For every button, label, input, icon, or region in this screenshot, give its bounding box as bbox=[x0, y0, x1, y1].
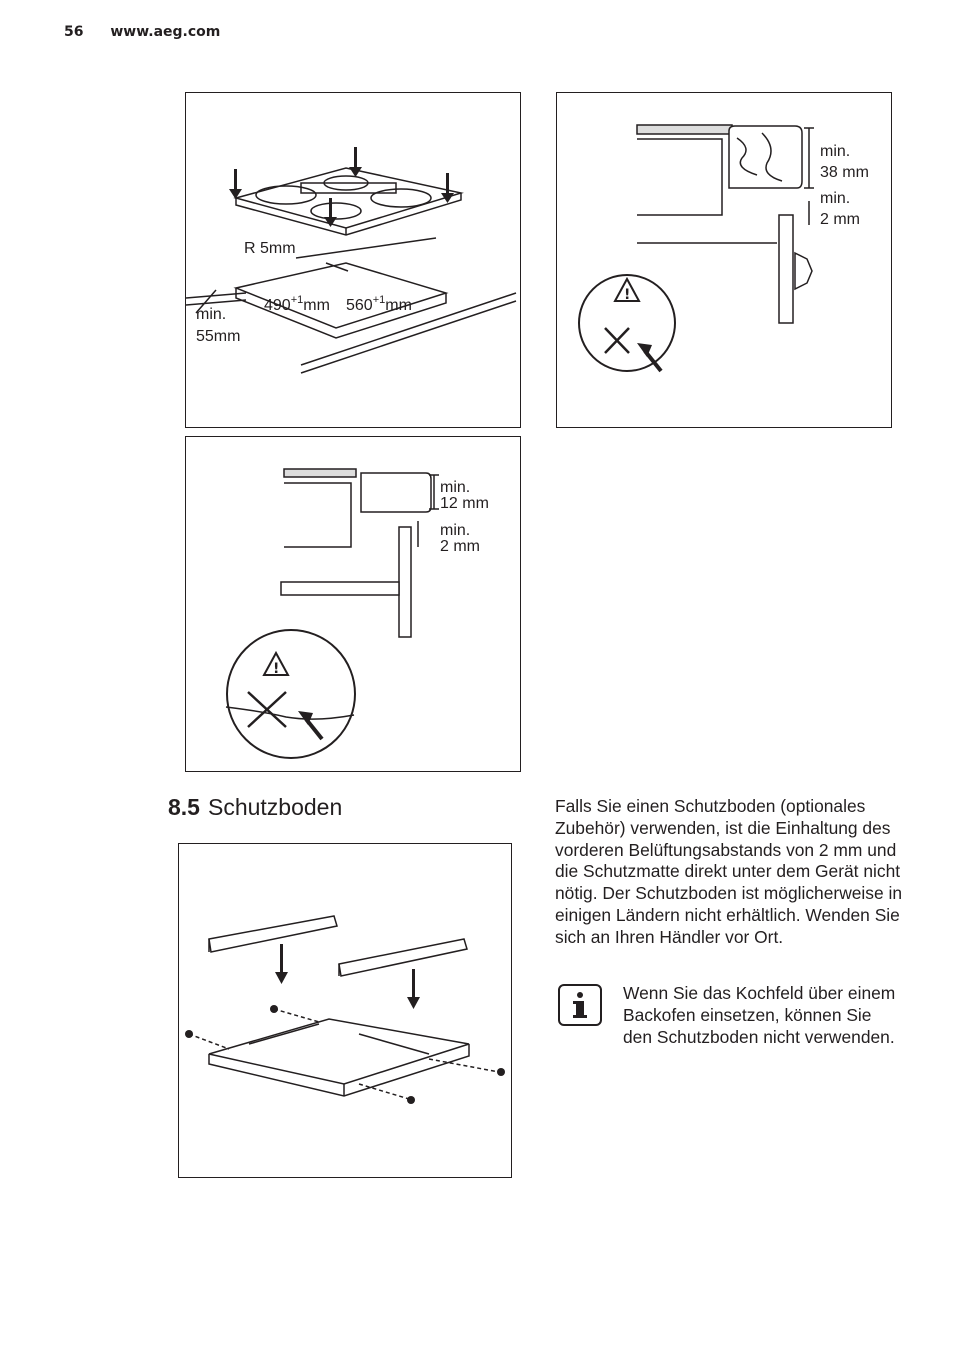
width-dimension: $490^{+1}mm$ bbox=[264, 294, 330, 314]
website-link[interactable]: www.aeg.com bbox=[110, 24, 221, 40]
gap-label-2: 2 mm bbox=[820, 211, 860, 228]
info-icon bbox=[558, 984, 602, 1026]
page-number: 56 bbox=[64, 24, 84, 40]
gap-label-2: 2 mm bbox=[440, 538, 480, 555]
svg-text:!: ! bbox=[273, 661, 280, 677]
svg-text:!: ! bbox=[624, 287, 631, 303]
info-note-text: Wenn Sie das Kochfeld über einem Backofen einsetzen, können Sie den Schutzboden nicht verwenden. bbox=[623, 983, 896, 1047]
protective-floor-diagram bbox=[179, 844, 511, 1177]
top-thickness-label-1: min. bbox=[820, 143, 851, 160]
top-thickness-label-1: min. bbox=[440, 479, 471, 496]
cutout-diagram bbox=[186, 93, 520, 427]
figure-protective-floor bbox=[178, 843, 512, 1178]
figure-cutout-dimensions bbox=[185, 92, 521, 428]
depth-dimension: $560^{+1}mm$ bbox=[346, 294, 412, 314]
radius-label: R 5mm bbox=[244, 240, 296, 257]
worktop-38mm-diagram bbox=[557, 93, 891, 427]
gap-label-1: min. bbox=[440, 522, 471, 539]
page-header bbox=[64, 24, 242, 40]
top-thickness-label-2: 38 mm bbox=[820, 164, 869, 181]
edge-distance-label-1: min. bbox=[196, 306, 227, 323]
section-heading bbox=[168, 794, 342, 821]
edge-distance-label-2: 55mm bbox=[196, 328, 241, 345]
worktop-12mm-diagram bbox=[186, 437, 520, 771]
top-thickness-label-2: 12 mm bbox=[440, 495, 489, 512]
gap-label-1: min. bbox=[820, 190, 851, 207]
section-number: 8.5 bbox=[168, 794, 200, 820]
figure-worktop-38mm bbox=[556, 92, 892, 428]
section-title: Schutzboden bbox=[207, 794, 343, 820]
section-body-text: Falls Sie einen Schutzboden (optionales Zubehör) verwenden, ist die Einhaltung des vorderen Belüftungsabstands von 2 mm und die Schutzmatte direkt unter dem Gerät nicht nötig. Der Schutzboden ist möglicherweise in einigen Ländern nicht erhältlich. Wenden Sie sich an Ihren Händler vor Ort. bbox=[555, 796, 903, 947]
figure-worktop-12mm bbox=[185, 436, 521, 772]
